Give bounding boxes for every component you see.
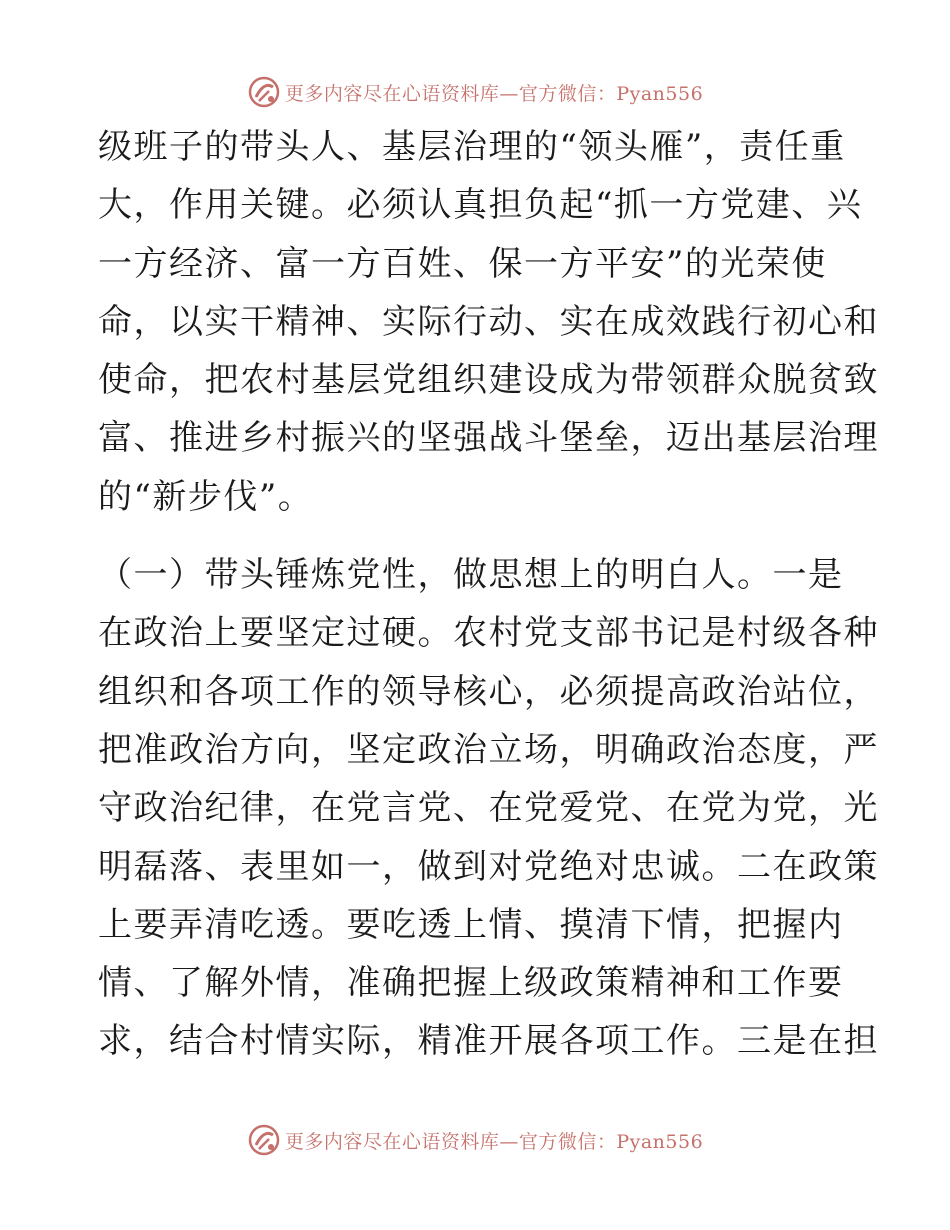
text-line: 命，以实干精神、实际行动、实在成效践行初心和 [98,301,879,342]
footer-watermark-text: 更多内容尽在心语资料库—官方微信：Pyan556 [284,1130,704,1153]
text-line: 守政治纪律，在党言党、在党爱党、在党为党，光 [98,788,879,829]
text-line: （一）带头锤炼党性，做思想上的明白人。一是 [98,555,844,596]
text-line: 富、推进乡村振兴的坚强战斗堡垒，迈出基层治理 [98,418,879,459]
text-line: 把准政治方向，坚定政治立场，明确政治态度，严 [98,729,879,770]
text-line: 大，作用关键。必须认真担负起“抓一方党建、兴 [98,185,863,226]
text-line: 组织和各项工作的领导核心，必须提高政治站位， [98,671,879,712]
text-line: 一方经济、富一方百姓、保一方平安”的光荣使 [98,243,827,284]
text-line: 的“新步伐”。 [98,476,314,517]
logo-icon [247,75,281,109]
footer-watermark-banner [0,1120,950,1160]
text-line: 在政治上要坚定过硬。农村党支部书记是村级各种 [98,613,879,654]
logo-icon [247,1123,281,1157]
text-line: 求，结合村情实际，精准开展各项工作。三是在担 [98,1021,879,1062]
paragraph-1 [98,118,879,526]
document-body [98,118,879,1071]
paragraph-gap [98,526,858,546]
text-line: 级班子的带头人、基层治理的“领头雁”，责任重 [98,127,846,167]
text-line: 情、了解外情，准确把握上级政策精神和工作要 [98,963,844,1004]
text-line: 使命，把农村基层党组织建设成为带领群众脱贫致 [98,360,879,401]
text-line: 明磊落、表里如一，做到对党绝对忠诚。二在政策 [98,846,879,887]
header-watermark-banner [0,72,950,112]
header-watermark-text: 更多内容尽在心语资料库—官方微信：Pyan556 [284,82,704,105]
paragraph-2 [98,546,879,1071]
text-line: 上要弄清吃透。要吃透上情、摸清下情，把握内 [98,904,844,945]
